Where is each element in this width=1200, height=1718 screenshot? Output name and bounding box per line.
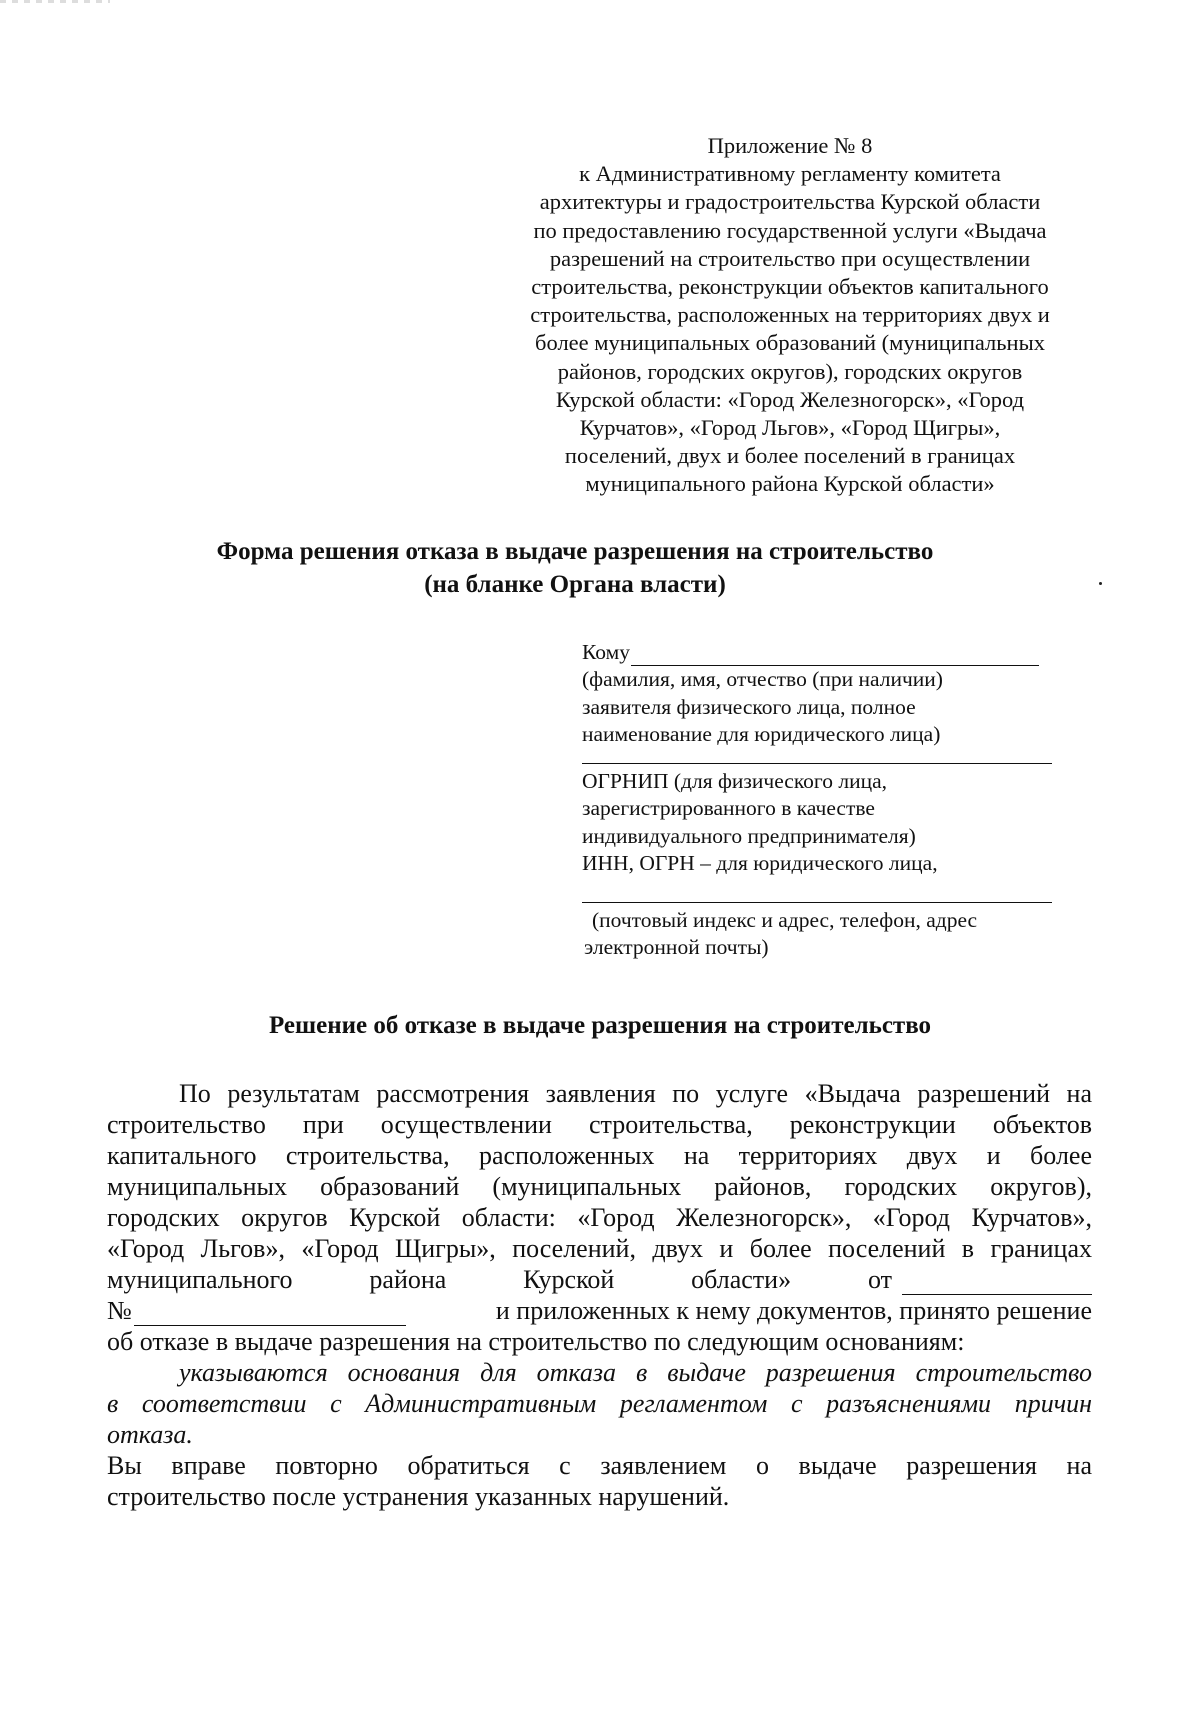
body-word: области» [691, 1265, 792, 1294]
date-label: от [867, 1265, 892, 1294]
form-title-subline: (на бланке Органа власти) [424, 571, 726, 598]
body-line: об отказе в выдаче разрешения на строительство по следующим основаниям: [107, 1327, 965, 1356]
scan-speck [1099, 582, 1102, 585]
appendix-line: к Административному регламенту комитета [579, 161, 1001, 187]
appendix-line: архитектуры и градостроительства Курской области [539, 189, 1041, 215]
body-word: Курской [523, 1265, 615, 1294]
date-row [107, 1264, 1092, 1295]
appendix-line: строительства, расположенных на территориях двух и [530, 302, 1050, 328]
closing-line: Вы вправе повторно обратиться с заявлением о выдаче разрешения на [107, 1451, 1092, 1480]
appendix-line: Курчатов», «Город Льгов», «Город Щигры», [579, 415, 1001, 441]
application-number-field[interactable] [134, 1303, 406, 1326]
recipient-name-field[interactable] [631, 643, 1039, 666]
decision-title: Решение об отказе в выдаче разрешения на строительство [268, 1012, 932, 1039]
appendix-header [505, 132, 1075, 499]
form-title-line: Форма решения отказа в выдаче разрешения на строительство [216, 538, 934, 565]
body-line: городских округов Курской области: «Город Железногорск», «Город Курчатов», [107, 1203, 1092, 1232]
body-word: муниципального [107, 1265, 293, 1294]
name-hint-line: заявителя физического лица, полное [582, 694, 916, 719]
number-row [107, 1295, 1092, 1326]
form-title [130, 535, 1020, 601]
body-line: «Город Льгов», «Город Щигры», поселений, двух и более поселений в границах [107, 1234, 1092, 1263]
date-group [868, 1264, 1092, 1295]
appendix-line: Курской области: «Город Железногорск», «Город [555, 386, 1025, 412]
addressee-block [582, 638, 1052, 962]
appendix-line: более муниципальных образований (муниципальных [535, 330, 1045, 356]
body-line: капитального строительства, расположенных на территориях двух и более [107, 1141, 1092, 1170]
appendix-line: разрешений на строительство при осуществлении [549, 245, 1031, 271]
body-word: района [369, 1265, 447, 1294]
body-line: муниципальных образований (муниципальных районов, городских округов), [107, 1172, 1092, 1201]
ogrn-hint-line: зарегистрированного в качестве [582, 796, 875, 820]
appendix-line: строительства, реконструкции объектов капитального [531, 274, 1049, 300]
appendix-line: муниципального района Курской области» [585, 471, 995, 497]
appendix-line: Приложение № 8 [707, 133, 873, 158]
reasons-placeholder-line: отказа. [107, 1420, 193, 1449]
decision-body [107, 1078, 1092, 1512]
body-line: По результатам рассмотрения заявления по услуге «Выдача разрешений на [179, 1079, 1092, 1108]
reasons-placeholder-line: указываются основания для отказа в выдаче разрешения строительство [179, 1358, 1092, 1387]
body-line: строительство при осуществлении строительства, реконструкции объектов [107, 1110, 1092, 1139]
appendix-line: по предоставлению государственной услуги «Выдача [533, 217, 1047, 243]
ogrn-hint-line: ОГРНИП (для физического лица, [582, 768, 887, 793]
ogrn-hint-line: индивидуального предпринимателя) [582, 823, 916, 848]
number-label: № [107, 1296, 132, 1325]
reasons-placeholder-line: в соответствии с Административным регламентом с разъяснениями причин [107, 1389, 1092, 1418]
appendix-line: поселений, двух и более поселений в границах [564, 443, 1016, 469]
contact-hint-line: электронной почты) [584, 935, 769, 959]
name-hint-line: наименование для юридического лица) [582, 722, 941, 746]
ogrn-hint-line: ИНН, ОГРН – для юридического лица, [582, 851, 938, 875]
application-date-field[interactable] [902, 1272, 1092, 1295]
body-line: и приложенных к нему документов, принято решение [495, 1296, 1092, 1325]
appendix-line: районов, городских округов), городских округов [557, 358, 1023, 384]
komu-row [582, 638, 1052, 666]
closing-line: строительство после устранения указанных нарушений. [107, 1482, 730, 1511]
name-hint-line: (фамилия, имя, отчество (при наличии) [582, 667, 943, 691]
contact-hint-line: (почтовый индекс и адрес, телефон, адрес [592, 907, 978, 932]
scan-artifact [0, 0, 110, 3]
komu-label: Кому [582, 639, 630, 664]
